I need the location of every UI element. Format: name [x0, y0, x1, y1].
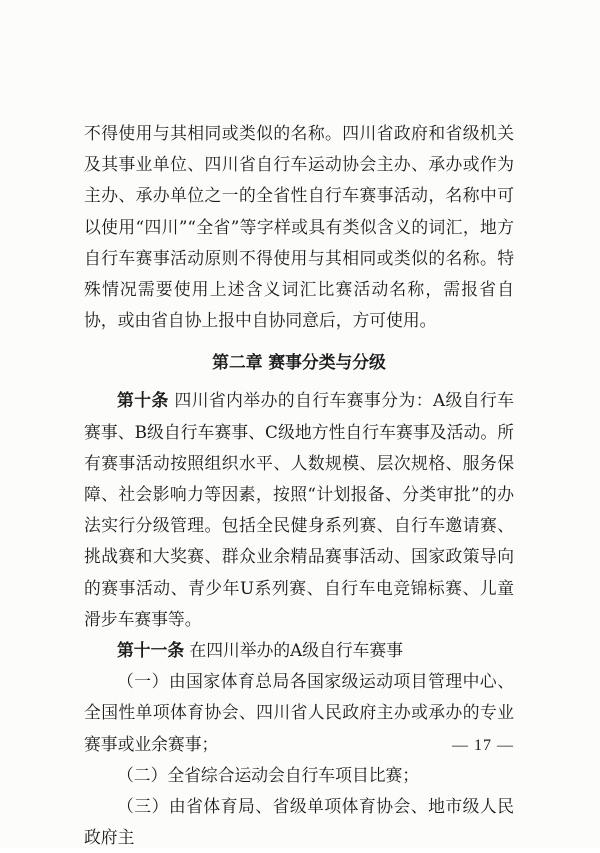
article-10-label: 第十条	[117, 390, 169, 411]
article-10	[84, 385, 514, 635]
page-number: — 17 —	[452, 737, 514, 754]
article-11-text: 在四川举办的A级自行车赛事	[184, 640, 403, 661]
article-11-label: 第十一条	[117, 640, 185, 661]
article-11	[84, 635, 514, 666]
article-11-item-1: （一）由国家体育总局各国家级运动项目管理中心、全国性单项体育协会、四川省人民政府主办或承办的专业赛事或业余赛事；	[84, 671, 514, 754]
paragraph-continued: 不得使用与其相同或类似的名称。四川省政府和省级机关及其事业单位、四川省自行车运动协会主办、承办或作为主办、承办单位之一的全省性自行车赛事活动，名称中可以使用“四川”“全省”等字样或具有类似含义的词汇，地方自行车赛事活动原则不得使用与其相同或类似的名称。特殊情况需要使用上述含义词汇比赛活动名称，需报省自协，或由省自协上报中自协同意后，方可使用。	[84, 123, 514, 331]
document-body	[84, 118, 514, 853]
article-10-text: 四川省内举办的自行车赛事分为：A级自行车赛事、B级自行车赛事、C级地方性自行车赛事及活动。所有赛事活动按照组织水平、人数规模、层次规格、服务保障、社会影响力等因素，按照“计划报备、分类审批”的办法实行分级管理。包括全民健身系列赛、自行车邀请赛、挑战赛和大奖赛、群众业余精品赛事活动、国家政策导向的赛事活动、青少年U系列赛、自行车电竞锦标赛、儿童滑步车赛事等。	[84, 390, 514, 629]
article-11-item-3: （三）由省体育局、省级单项体育协会、地市级人民政府主	[84, 796, 514, 848]
article-11-item-2: （二）全省综合运动会自行车项目比赛；	[117, 764, 420, 785]
chapter-heading: 第二章 赛事分类与分级	[212, 352, 386, 373]
